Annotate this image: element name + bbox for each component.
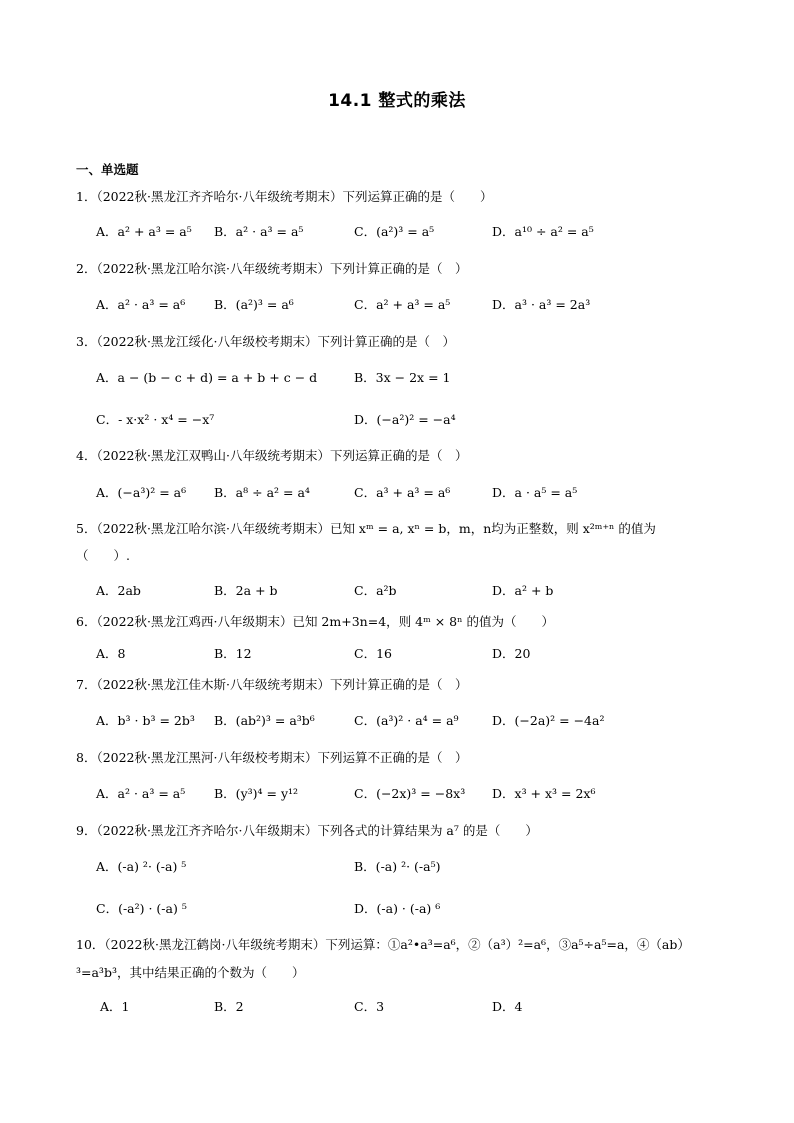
question-1-stem: 1．（2022秋·黑龙江齐齐哈尔·八年级统考期末）下列运算正确的是（ ） [76, 189, 493, 204]
question-6-option-d: D．20 [492, 646, 531, 661]
question-9-option-d: D．(-a) · (-a) ⁶ [354, 901, 441, 916]
question-8-option-d: D．x³ + x³ = 2x⁶ [492, 786, 596, 801]
question-10-option-a: A．1 [100, 999, 130, 1014]
question-6-option-b: B．12 [214, 646, 252, 661]
question-8-option-c: C．(−2x)³ = −8x³ [354, 786, 466, 801]
question-5-stem-continued: （ ）. [76, 548, 130, 563]
question-2-option-d: D．a³ · a³ = 2a³ [492, 297, 591, 312]
question-9-option-c: C．(-a²) · (-a) ⁵ [96, 901, 187, 916]
question-3-option-a: A．a − (b − c + d) = a + b + c − d [96, 370, 318, 385]
question-6-stem: 6．（2022秋·黑龙江鸡西·八年级期末）已知 2m+3n=4，则 4ᵐ × 8ⁿ 的值为（ ） [76, 614, 554, 629]
question-1-option-a: A．a² + a³ = a⁵ [96, 224, 192, 239]
question-1-option-d: D．a¹⁰ ÷ a² = a⁵ [492, 224, 594, 239]
question-4-option-d: D．a · a⁵ = a⁵ [492, 485, 578, 500]
question-5-option-d: D．a² + b [492, 583, 554, 598]
question-8-stem: 8．（2022秋·黑龙江黑河·八年级校考期末）下列运算不正确的是（ ） [76, 750, 468, 765]
question-9-stem: 9．（2022秋·黑龙江齐齐哈尔·八年级期末）下列各式的计算结果为 a⁷ 的是（ ） [76, 823, 538, 838]
question-7-option-d: D．(−2a)² = −4a² [492, 713, 605, 728]
question-7-option-b: B．(ab²)³ = a³b⁶ [214, 713, 315, 728]
question-7-option-a: A．b³ · b³ = 2b³ [96, 713, 195, 728]
question-3-option-b: B．3x − 2x = 1 [354, 370, 451, 385]
question-10-option-b: B．2 [214, 999, 244, 1014]
question-2-stem: 2．（2022秋·黑龙江哈尔滨·八年级统考期末）下列计算正确的是（ ） [76, 261, 468, 276]
question-8-option-b: B．(y³)⁴ = y¹² [214, 786, 299, 801]
question-1-option-b: B．a² · a³ = a⁵ [214, 224, 304, 239]
question-2-option-b: B．(a²)³ = a⁶ [214, 297, 294, 312]
question-5-stem: 5．（2022秋·黑龙江哈尔滨·八年级统考期末）已知 xᵐ = a, xⁿ = b，m，n均为正整数，则 x²ᵐ⁺ⁿ 的值为 [76, 521, 656, 536]
question-7-stem: 7．（2022秋·黑龙江佳木斯·八年级统考期末）下列计算正确的是（ ） [76, 677, 468, 692]
question-2-option-c: C．a² + a³ = a⁵ [354, 297, 451, 312]
question-4-stem: 4．（2022秋·黑龙江双鸭山·八年级统考期末）下列运算正确的是（ ） [76, 448, 468, 463]
question-10-stem: 10．（2022秋·黑龙江鹤岗·八年级统考期末）下列运算：①a²•a³=a⁶，②（a³）²=a⁶，③a⁵÷a⁵=a，④（ab） [76, 937, 690, 952]
question-10-option-c: C．3 [354, 999, 385, 1014]
question-6-option-a: A．8 [96, 646, 126, 661]
question-4-option-c: C．a³ + a³ = a⁶ [354, 485, 451, 500]
question-9-option-b: B．(-a) ²· (-a⁵) [354, 859, 441, 874]
question-8-option-a: A．a² · a³ = a⁵ [96, 786, 186, 801]
question-3-option-c: C．- x·x² · x⁴ = −x⁷ [96, 412, 215, 427]
question-6-option-c: C．16 [354, 646, 392, 661]
question-5-option-c: C．a²b [354, 583, 397, 598]
question-10-stem-continued: ³=a³b³，其中结果正确的个数为（ ） [76, 965, 305, 980]
page-title: 14.1 整式的乘法 [328, 91, 466, 111]
question-3-option-d: D．(−a²)² = −a⁴ [354, 412, 456, 427]
question-3-stem: 3．（2022秋·黑龙江绥化·八年级校考期末）下列计算正确的是（ ） [76, 334, 455, 349]
question-2-option-a: A．a² · a³ = a⁶ [96, 297, 186, 312]
question-4-option-b: B．a⁸ ÷ a² = a⁴ [214, 485, 310, 500]
section-heading: 一、单选题 [76, 162, 139, 177]
question-7-option-c: C．(a³)² · a⁴ = a⁹ [354, 713, 459, 728]
question-9-option-a: A．(-a) ²· (-a) ⁵ [96, 859, 187, 874]
question-1-option-c: C．(a²)³ = a⁵ [354, 224, 435, 239]
question-10-option-d: D．4 [492, 999, 523, 1014]
question-5-option-a: A．2ab [96, 583, 141, 598]
question-5-option-b: B．2a + b [214, 583, 278, 598]
question-4-option-a: A．(−a³)² = a⁶ [96, 485, 187, 500]
